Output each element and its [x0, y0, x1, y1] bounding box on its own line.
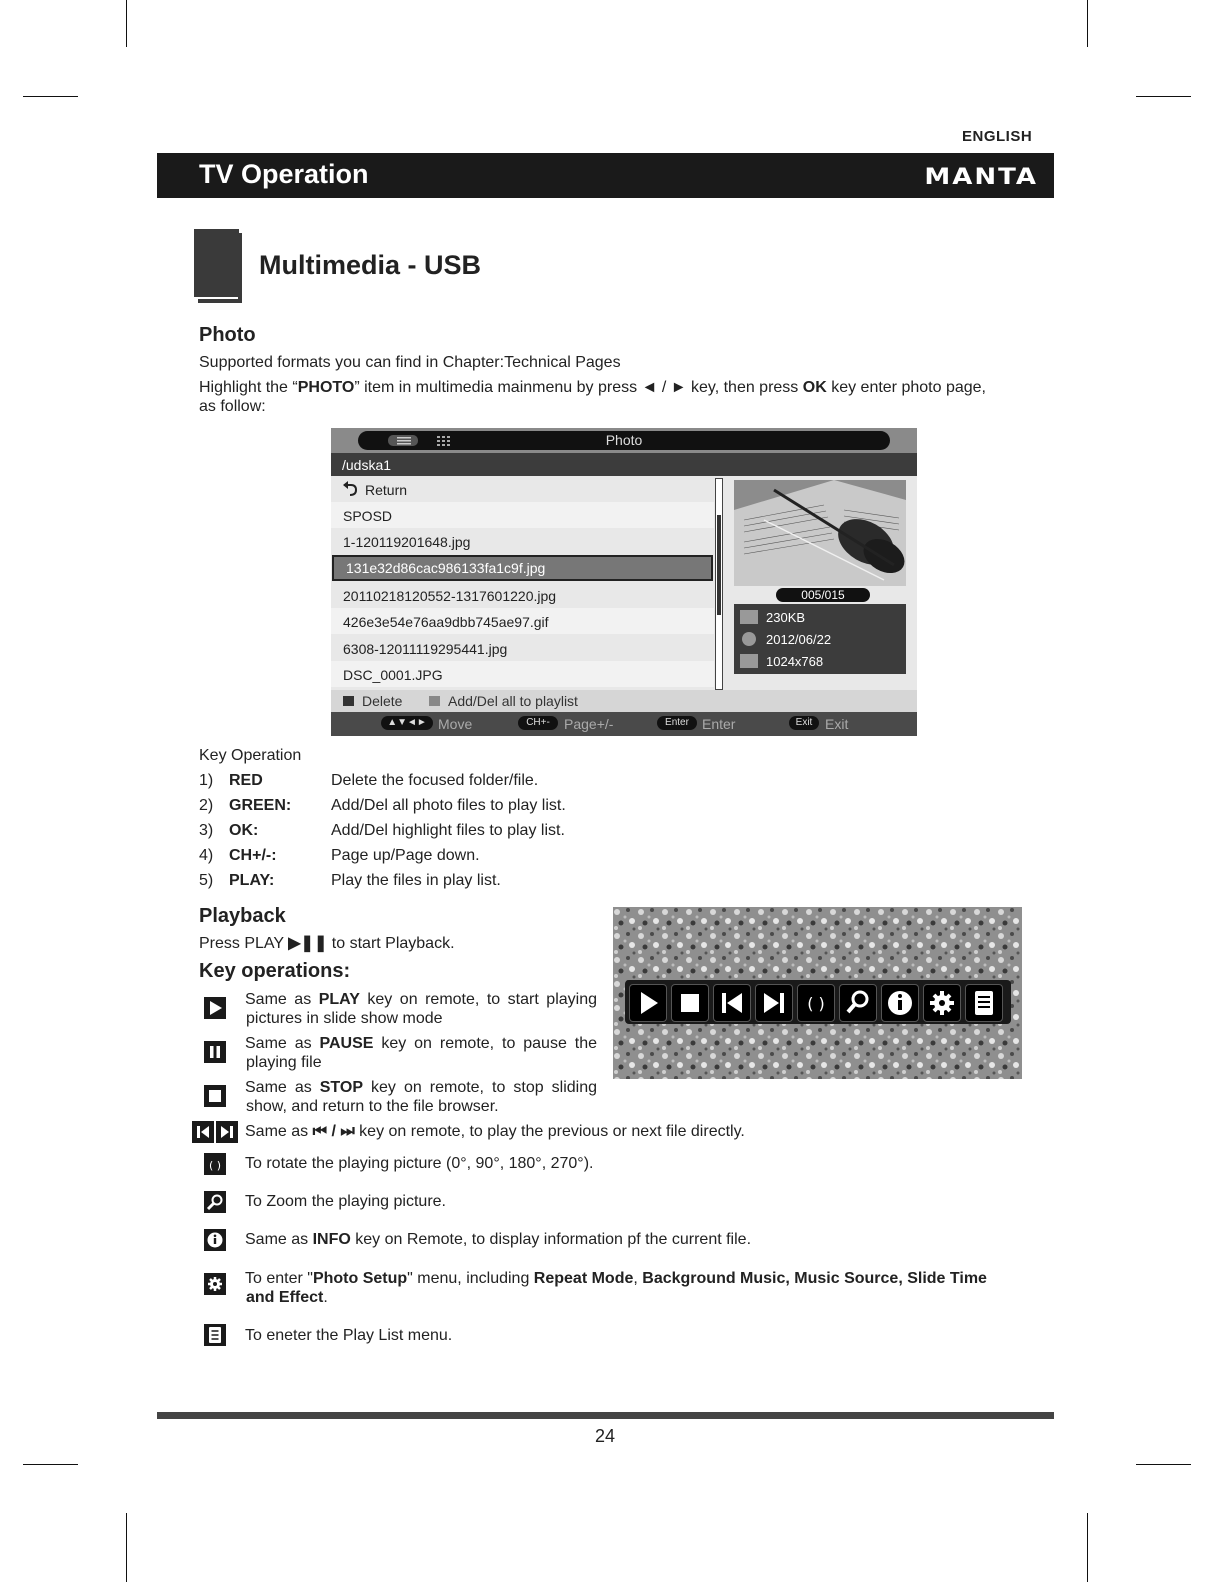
tv-file-list	[331, 476, 714, 690]
tv-title: Photo	[605, 432, 643, 448]
page-number: 24	[595, 1426, 616, 1446]
scroll-thumb[interactable]	[717, 515, 721, 615]
crop-mark	[1087, 0, 1088, 47]
svg-text:( ): ( )	[807, 994, 825, 1013]
tv-key-hint-bar	[331, 712, 917, 736]
legend-add: Add/Del all to playlist	[448, 693, 578, 709]
tv-title-pill	[358, 431, 890, 450]
move-key-badge: ▲▼◄►	[381, 716, 433, 730]
prev-next-op-desc: Same as ⏮ / ⏭ key on remote, to play the previous or next file directly.	[245, 1123, 745, 1140]
file-row-selected[interactable]: 131e32d86cac986133fa1c9f.jpg	[332, 555, 713, 581]
playback-control-bar	[625, 980, 1011, 1024]
playlist-icon	[204, 1324, 226, 1346]
previous-button[interactable]	[713, 984, 751, 1022]
key-operation-title: Key Operation	[199, 747, 302, 764]
file-info-panel: 230KB 2012/06/22 1024x768	[734, 604, 906, 674]
photo-setup-op-desc: To enter "Photo Setup" menu, including Repeat Mode, Background Music, Music Source, Slide Time and Effect.	[245, 1270, 987, 1306]
photo-line-2: Highlight the “PHOTO” item in multimedia mainmenu by press ◄ / ► key, then press OK key enter photo page,	[199, 379, 986, 396]
crop-mark	[1087, 1513, 1088, 1582]
brand-logo: MANTA	[924, 164, 1038, 190]
exit-hint: Exit	[825, 716, 849, 732]
red-key-icon	[343, 696, 354, 706]
resolution-icon	[740, 654, 758, 668]
file-row[interactable]: DSC_0001.JPG	[331, 661, 714, 687]
crop-mark	[126, 1513, 127, 1582]
crop-mark	[23, 96, 78, 97]
file-row[interactable]: 20110218120552-1317601220.jpg	[343, 588, 557, 604]
page-hint: Page+/-	[564, 716, 614, 732]
pause-icon	[204, 1041, 226, 1063]
header-banner	[157, 153, 1054, 198]
photo-heading: Photo	[199, 324, 256, 346]
footer-rule	[157, 1412, 1054, 1419]
rotate-icon	[204, 1153, 226, 1175]
section-title: Multimedia - USB	[259, 250, 482, 280]
svg-text:( ): ( )	[208, 1159, 222, 1172]
section-marker-shadow	[198, 233, 242, 303]
key-operations-heading: Key operations:	[199, 960, 351, 982]
next-icon	[216, 1121, 238, 1143]
photo-preview-thumbnail	[734, 480, 906, 586]
photo-line-3: as follow:	[199, 398, 266, 415]
violin-photo	[734, 480, 906, 586]
enter-key-badge: Enter	[657, 716, 697, 730]
rotate-button[interactable]	[797, 984, 835, 1022]
settings-icon	[204, 1273, 226, 1295]
move-hint: Move	[438, 716, 473, 732]
crop-mark	[1136, 1464, 1191, 1465]
playback-screenshot	[613, 907, 1022, 1079]
ch-key-badge: CH+-	[518, 716, 558, 730]
playlist-button[interactable]	[965, 984, 1003, 1022]
tv-path: /udska1	[342, 457, 392, 473]
playlist-op-desc: To eneter the Play List menu.	[245, 1327, 453, 1344]
pause-op-desc: Same as PAUSE key on remote, to pause the playing file	[245, 1035, 597, 1071]
file-row-return[interactable]: Return	[331, 476, 714, 502]
play-button[interactable]	[629, 984, 667, 1022]
banner-title: TV Operation	[199, 159, 369, 189]
language-label: ENGLISH	[962, 128, 1033, 145]
enter-hint: Enter	[702, 716, 736, 732]
file-row[interactable]: SPOSD	[331, 502, 714, 528]
tv-scrollbar[interactable]	[715, 478, 723, 690]
play-op-desc: Same as PLAY key on remote, to start playing pictures in slide show mode	[245, 991, 597, 1027]
file-size-icon	[740, 610, 758, 624]
tv-legend-bar	[331, 690, 917, 712]
return-icon	[341, 481, 359, 497]
play-icon	[204, 997, 226, 1019]
rotate-op-desc: To rotate the playing picture (0°, 90°, 180°, 270°).	[245, 1155, 594, 1172]
previous-icon	[192, 1121, 214, 1143]
info-icon	[204, 1229, 226, 1251]
info-button[interactable]	[881, 984, 919, 1022]
info-op-desc: Same as INFO key on Remote, to display information pf the current file.	[245, 1231, 752, 1248]
legend-delete: Delete	[362, 693, 403, 709]
playback-instruction: Press PLAY ▶❚❚ to start Playback.	[199, 935, 455, 952]
tv-top-bar	[331, 428, 917, 453]
tv-photo-browser	[331, 428, 917, 736]
zoom-button[interactable]	[839, 984, 877, 1022]
stop-icon	[204, 1085, 226, 1107]
playback-heading: Playback	[199, 905, 286, 927]
crop-mark	[23, 1464, 78, 1465]
file-row[interactable]: 6308-12011119295441.jpg	[343, 641, 508, 657]
stop-op-desc: Same as STOP key on remote, to stop sliding show, and return to the file browser.	[245, 1079, 597, 1115]
calendar-icon	[742, 632, 756, 646]
exit-key-badge: Exit	[789, 716, 819, 730]
photo-line-1: Supported formats you can find in Chapter:Technical Pages	[199, 354, 621, 371]
stop-button[interactable]	[671, 984, 709, 1022]
green-key-icon	[429, 696, 440, 706]
crop-mark	[126, 0, 127, 47]
zoom-op-desc: To Zoom the playing picture.	[245, 1193, 446, 1210]
file-counter: 005/015	[776, 588, 870, 602]
crop-mark	[1136, 96, 1191, 97]
settings-button[interactable]	[923, 984, 961, 1022]
tv-path-bar	[331, 453, 917, 476]
file-row[interactable]: 426e3e54e76aa9dbb745ae97.gif	[331, 608, 714, 634]
file-row[interactable]: 1-120119201648.jpg	[343, 534, 471, 550]
next-button[interactable]	[755, 984, 793, 1022]
zoom-icon	[204, 1191, 226, 1213]
